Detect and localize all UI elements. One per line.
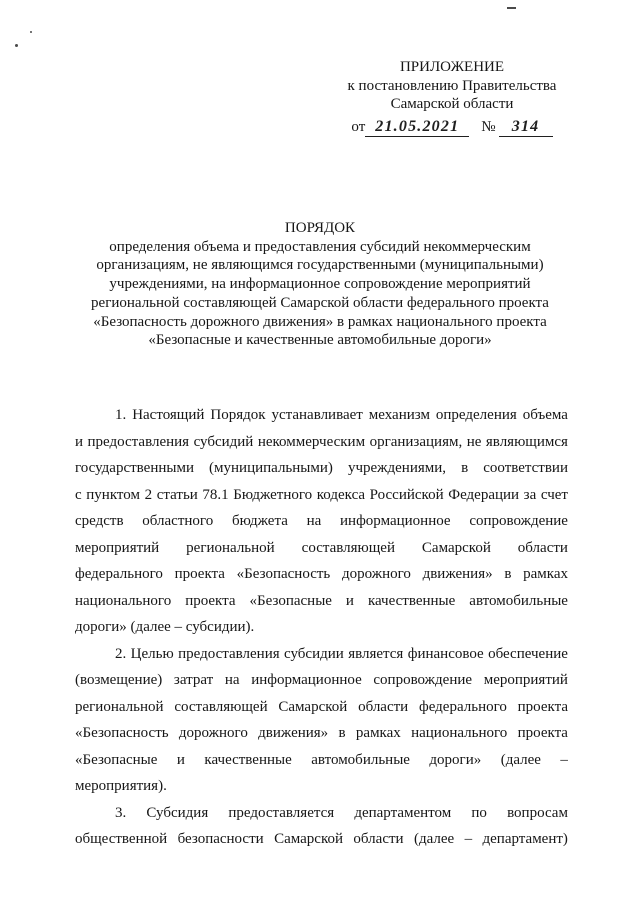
word: бюджета: [231, 513, 288, 529]
paragraph: [75, 641, 568, 800]
word: устанавливает: [271, 407, 363, 423]
word: национального: [75, 592, 172, 609]
word: Самарской: [274, 831, 344, 847]
word: определения: [435, 407, 517, 423]
paragraph-line: [75, 588, 568, 615]
word: в: [338, 725, 346, 741]
word: финансовое: [407, 645, 484, 662]
word: Настоящий: [132, 407, 205, 423]
document-title: [60, 219, 580, 350]
word: статьи: [156, 486, 198, 503]
paragraph-line: [75, 482, 568, 509]
paragraph: [75, 402, 568, 641]
word: –: [560, 751, 568, 768]
word: Российской: [369, 486, 444, 503]
appendix-header: [340, 58, 564, 137]
word: информационное: [251, 672, 362, 688]
word: департамент): [482, 831, 568, 847]
paragraph-line: [75, 694, 568, 721]
paragraph-line: [75, 747, 568, 774]
handwritten-number: 314: [499, 118, 553, 137]
word: на: [306, 513, 322, 529]
paragraph-line: [75, 800, 568, 827]
word: кодекса: [316, 486, 366, 503]
word: качественные: [367, 592, 456, 609]
word: федерального: [75, 566, 163, 582]
paragraph-line: [75, 402, 568, 429]
word: субсидии: [284, 645, 344, 662]
word: предоставления: [87, 433, 190, 450]
word: безопасности: [177, 831, 264, 847]
paragraph-line: [75, 641, 568, 668]
paragraph-line: [75, 667, 568, 694]
word: качественные: [204, 751, 292, 768]
word: «Безопасные: [249, 592, 332, 609]
handwritten-date: 21.05.2021: [365, 118, 469, 137]
word: предоставления: [178, 645, 280, 662]
word: составляющей: [174, 698, 268, 715]
word: вопросам: [507, 804, 568, 821]
word: региональной: [186, 539, 275, 556]
word: соответствии: [483, 460, 568, 476]
word: (далее: [413, 831, 455, 847]
word: проекта: [517, 725, 568, 741]
paragraph-line: мероприятия).: [75, 778, 167, 794]
paragraph-line: [75, 455, 568, 482]
word: 2.: [115, 645, 127, 662]
scan-speck: [507, 7, 516, 9]
paragraph-line: [75, 535, 568, 562]
word: счет: [540, 486, 568, 503]
word: не: [466, 433, 482, 450]
word: 2: [144, 486, 153, 503]
word: (возмещение): [75, 672, 163, 688]
word: (муниципальными): [209, 460, 333, 476]
word: рамках: [523, 566, 568, 582]
word: департаментом: [354, 804, 452, 821]
word: мероприятий: [75, 539, 160, 556]
number-sign: №: [481, 119, 496, 135]
date-number-line: [340, 115, 564, 137]
word: региональной: [75, 698, 164, 715]
title-line: «Безопасные и качественные автомобильные дороги»: [148, 332, 492, 349]
word: является: [348, 645, 404, 662]
word: затрат: [173, 672, 214, 688]
word: движения»: [422, 566, 493, 582]
word: Субсидия: [146, 804, 209, 821]
word: 78.1: [202, 486, 229, 503]
title-line: определения объема и предоставления субсидий некоммерческим: [109, 238, 531, 255]
paragraph-line: дороги» (далее – субсидии).: [75, 619, 255, 635]
word: дороги»: [429, 751, 482, 768]
word: субсидий: [193, 433, 254, 450]
word: государственными: [75, 460, 194, 476]
title-line: учреждениями, на информационное сопровождение мероприятий: [109, 276, 531, 293]
word: Самарской: [421, 539, 491, 556]
word: общественной: [75, 831, 168, 847]
word: пунктом: [86, 486, 140, 503]
word: автомобильные: [469, 592, 568, 609]
date-prefix: от: [351, 119, 366, 135]
word: предоставляется: [228, 804, 335, 821]
paragraph-line: [75, 429, 568, 456]
title-line: региональной составляющей Самарской области федерального проекта: [91, 294, 549, 311]
word: Федерации: [448, 486, 520, 503]
word: объема: [522, 407, 568, 423]
word: обеспечение: [488, 645, 568, 662]
word: учреждениями,: [347, 460, 447, 476]
word: федерального: [418, 698, 507, 715]
appendix-label: ПРИЛОЖЕНИЕ: [399, 59, 505, 75]
word: дорожного: [178, 725, 248, 741]
word: и: [176, 751, 185, 768]
word: –: [464, 831, 473, 847]
paragraph: [75, 800, 568, 853]
word: являющимся: [485, 433, 568, 450]
resolution-line: к постановлению Правительства: [347, 77, 557, 94]
word: в: [504, 566, 512, 582]
word: проекта: [174, 566, 225, 582]
title-line: организациям, не являющимся государственными (муниципальными): [96, 257, 544, 274]
word: сопровождение: [373, 672, 473, 688]
word: Самарской: [278, 698, 348, 715]
word: организациям,: [369, 433, 463, 450]
word: на: [224, 672, 240, 688]
word: 3.: [115, 804, 127, 821]
word: рамках: [355, 725, 401, 741]
word: «Безопасность: [75, 725, 169, 741]
word: автомобильные: [311, 751, 410, 768]
word: дорожного: [341, 566, 411, 582]
word: области: [353, 831, 404, 847]
title-heading: ПОРЯДОК: [284, 220, 356, 236]
word: за: [523, 486, 537, 503]
word: проекта: [517, 698, 568, 715]
word: сопровождение: [469, 513, 568, 529]
body-text: [75, 402, 568, 853]
word: с: [75, 486, 82, 503]
title-line: «Безопасность дорожного движения» в рамках национального проекта: [93, 313, 547, 330]
word: проекта: [185, 592, 236, 609]
paragraph-line: [75, 826, 568, 853]
word: по: [471, 804, 487, 821]
word: некоммерческим: [257, 433, 366, 450]
region-line: Самарской области: [390, 96, 514, 112]
word: средств: [75, 513, 124, 529]
scan-speck: [30, 31, 32, 33]
word: области: [517, 539, 568, 556]
word: составляющей: [301, 539, 395, 556]
word: мероприятий: [483, 672, 568, 688]
word: и: [345, 592, 354, 609]
scan-speck: [15, 44, 18, 47]
paragraph-line: [75, 508, 568, 535]
word: национального: [411, 725, 508, 741]
word: «Безопасность: [236, 566, 331, 582]
word: области: [358, 698, 409, 715]
word: 1.: [115, 407, 127, 423]
word: в: [461, 460, 469, 476]
word: (далее: [500, 751, 541, 768]
word: движения»: [258, 725, 329, 741]
word: и: [75, 433, 84, 450]
word: Бюджетного: [233, 486, 313, 503]
word: информационное: [340, 513, 451, 529]
paragraph-line: [75, 561, 568, 588]
word: «Безопасные: [75, 751, 158, 768]
word: Целью: [130, 645, 174, 662]
word: механизм: [368, 407, 430, 423]
word: областного: [142, 513, 214, 529]
word: Порядок: [210, 407, 266, 423]
paragraph-line: [75, 720, 568, 747]
